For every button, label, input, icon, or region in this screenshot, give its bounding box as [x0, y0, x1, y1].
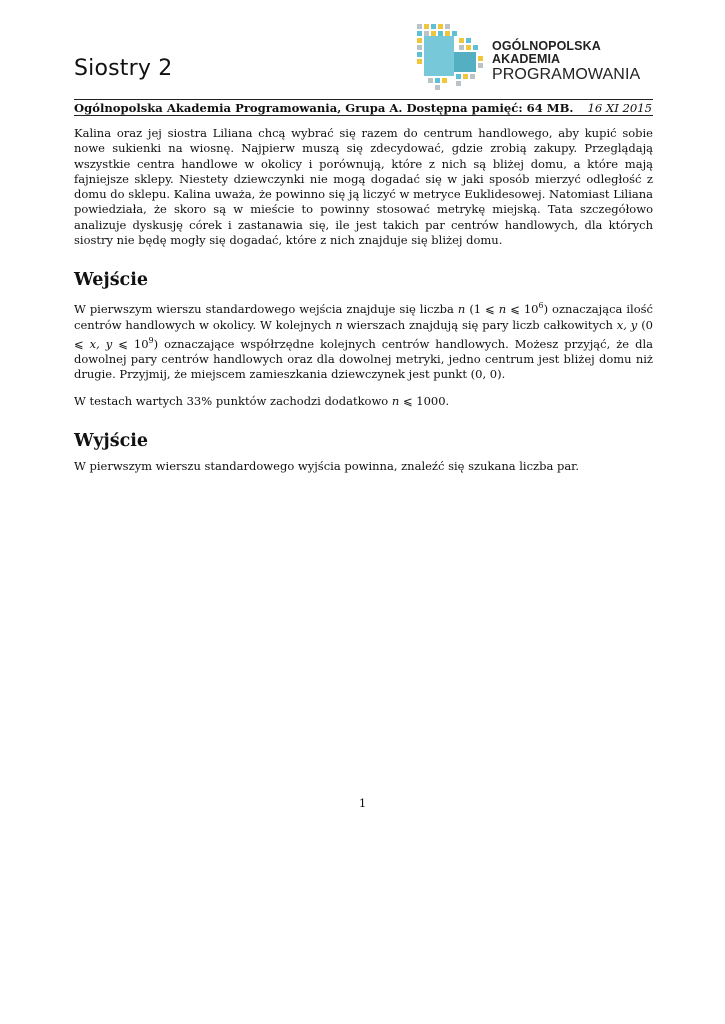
logo — [414, 22, 654, 90]
output-heading: Wyjście — [74, 430, 149, 451]
output-paragraph: W pierwszym wierszu standardowego wyjścia powinna, znaleźć się szukana liczba par. — [74, 458, 580, 473]
header-rule-bottom — [74, 115, 653, 116]
problem-content — [74, 126, 653, 474]
logo-line1: OGÓLNOPOLSKA AKADEMIA — [492, 39, 601, 66]
input-subtask-note: W testach wartych 33% punktów zachodzi dodatkowo n ⩽ 1000. — [74, 393, 450, 408]
header-rule-top — [74, 99, 653, 100]
logo-line2: PROGRAMOWANIA — [492, 66, 641, 83]
logo-mosaic-icon — [414, 22, 486, 90]
input-heading: Wejście — [74, 270, 148, 291]
problem-statement: Kalina oraz jej siostra Liliana chcą wybrać się razem do centrum handlowego, aby kupić sobie nowe sukienki na wiosnę. Najpierw muszą się zdecydować, gdzie zrobią zakupy. Przeglądają wszystkie centra handlowe w okolicy i porównują, które z nich są bliżej domu, a które mają fajniejsze sklepy. Niestety dziewczynki nie mogą dogadać się w jaki sposób mierzyć odległość z domu do sklepu. Kalina uważa, że powinno się ją liczyć w metryce Euklidesowej. Natomiast Liliana powiedziała, że skoro są w mieście to powinny stosować metrykę miejską. Tata szczegółowo analizuje dyskusję córek i zastanawia się, ile jest takich par centrów handlowych, dla których siostry nie będę mogły się dogadać, które z nich znajduje się bliżej domu. — [74, 126, 653, 248]
page-title: Siostry 2 — [74, 56, 173, 81]
contest-date: 16 XI 2015 — [587, 101, 652, 115]
input-paragraph: W pierwszym wierszu standardowego wejścia znajduje się liczba n (1 ⩽ n ⩽ $10^6$) oznaczająca ilość centrów handlowych w okolicy. W kolejnych n wierszach znajdują się pary liczb całkowitych x, y (0 ⩽ x, y ⩽ $10^9$) oznaczające współrzędne kolejnych centrów handlowych. Możesz przyjąć, że dla dowolnej pary centrów handlowych oraz dla dowolnej metryki, jedno centrum jest bliżej domu niż drugie. Przyjmij, że miejscem zamieszkania dziewczynek jest punkt (0, 0). — [74, 301, 653, 382]
page-number: 1 — [358, 796, 367, 810]
contest-meta: Ogólnopolska Akademia Programowania, Grupa A. Dostępna pamięć: 64 MB. — [74, 101, 574, 115]
